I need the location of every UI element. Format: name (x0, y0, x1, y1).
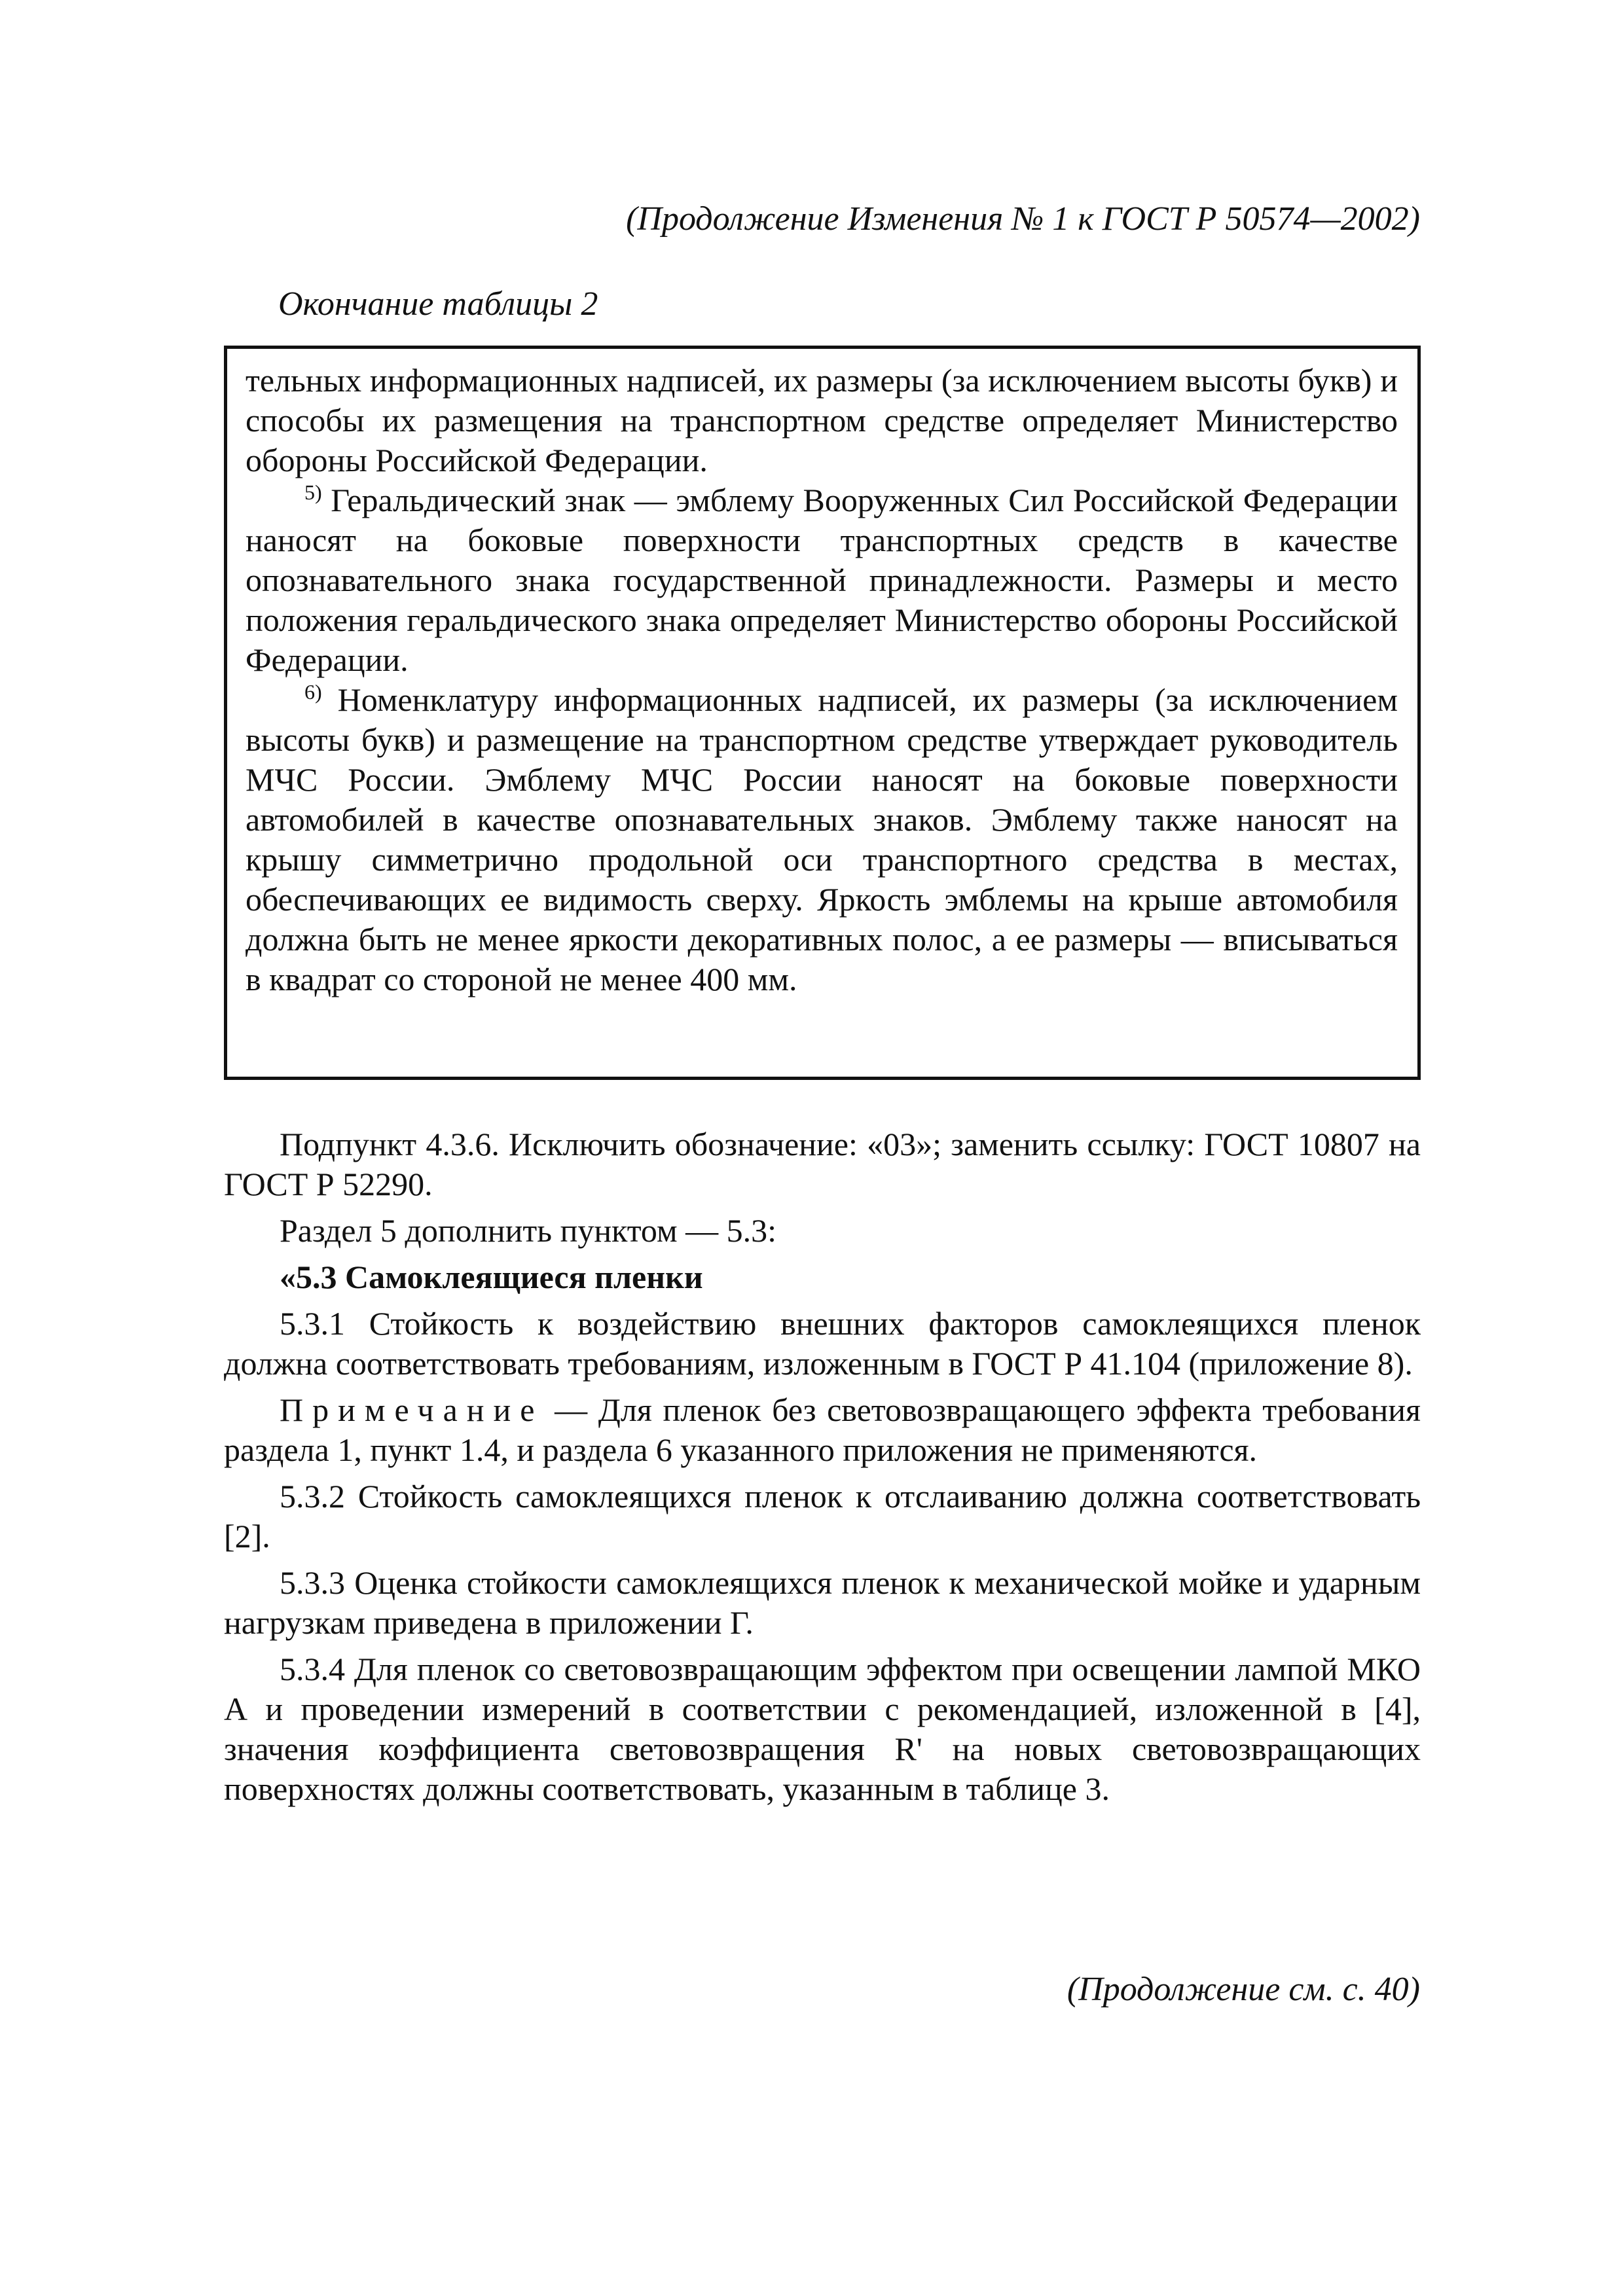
document-body (224, 1124, 1421, 1816)
note-label: Примечание (280, 1391, 544, 1428)
footnote-marker: 6) (304, 680, 322, 704)
paragraph-5-3-3: 5.3.3 Оценка стойкости самоклеящихся пленок к механической мойке и ударным нагрузкам приведена в приложении Г. (224, 1564, 1421, 1641)
table-paragraph: тельных информационных надписей, их размеры (за исключением высоты букв) и способы их размещения на транспортном средстве определяет Министерство обороны Российской Федерации. (246, 362, 1398, 478)
note-text: — Для пленок без световозвращающего эффекта требования раздела 1, пункт 1.4, и раздела 6 указанного приложения не применяются. (224, 1391, 1421, 1468)
page-footer-continuation: (Продолжение см. с. 40) (1067, 1971, 1420, 2008)
clause-heading-5-3: «5.3 Самоклеящиеся пленки (280, 1259, 703, 1295)
footnote-text: Геральдический знак — эмблему Вооруженных Сил Российской Федерации наносят на боковые поверхности транспортных средств в качестве опознавательного знака государственной принадлежности. Размеры и место положения геральдического знака определяет Министерство обороны Российской Федерации. (246, 482, 1398, 678)
paragraph-5-3-2: 5.3.2 Стойкость самоклеящихся пленок к отслаиванию должна соответствовать [2]. (224, 1478, 1421, 1554)
paragraph-subclause-4-3-6: Подпункт 4.3.6. Исключить обозначение: «03»; заменить ссылку: ГОСТ 10807 на ГОСТ Р 52290. (224, 1126, 1421, 1202)
table-2-end (224, 346, 1421, 1080)
footnote-5 (246, 480, 1398, 680)
page-header-continuation: (Продолжение Изменения № 1 к ГОСТ Р 50574—2002) (626, 200, 1420, 238)
footnote-6 (246, 680, 1398, 999)
footnote-marker: 5) (304, 480, 322, 504)
paragraph-5-3-1: 5.3.1 Стойкость к воздействию внешних факторов самоклеящихся пленок должна соответствовать требованиям, изложенным в ГОСТ Р 41.104 (приложение 8). (224, 1305, 1421, 1382)
paragraph-section-5: Раздел 5 дополнить пунктом — 5.3: (280, 1212, 777, 1249)
paragraph-5-3-4: 5.3.4 Для пленок со световозвращающим эффектом при освещении лампой МКО А и проведении измерений в соответствии с рекомендацией, изложенной в [4], значения коэффициента световозвращения R' на новых световозвращающих поверхностях должны соответствовать, указанным в таблице 3. (224, 1651, 1421, 1807)
note-paragraph (224, 1390, 1421, 1470)
table-caption: Окончание таблицы 2 (278, 285, 598, 323)
footnote-text: Номенклатуру информационных надписей, их размеры (за исключением высоты букв) и размещение на транспортном средстве утверждает руководитель МЧС России. Эмблему МЧС России наносят на боковые поверхности автомобилей в качестве опознавательных знаков. Эмблему также наносят на крышу симметрично продольной оси транспортного средства в местах, обеспечивающих ее видимость сверху. Яркость эмблемы на крыше автомобиля должна быть не менее яркости декоративных полос, а ее размеры — вписываться в квадрат со стороной не менее 400 мм. (246, 681, 1398, 997)
